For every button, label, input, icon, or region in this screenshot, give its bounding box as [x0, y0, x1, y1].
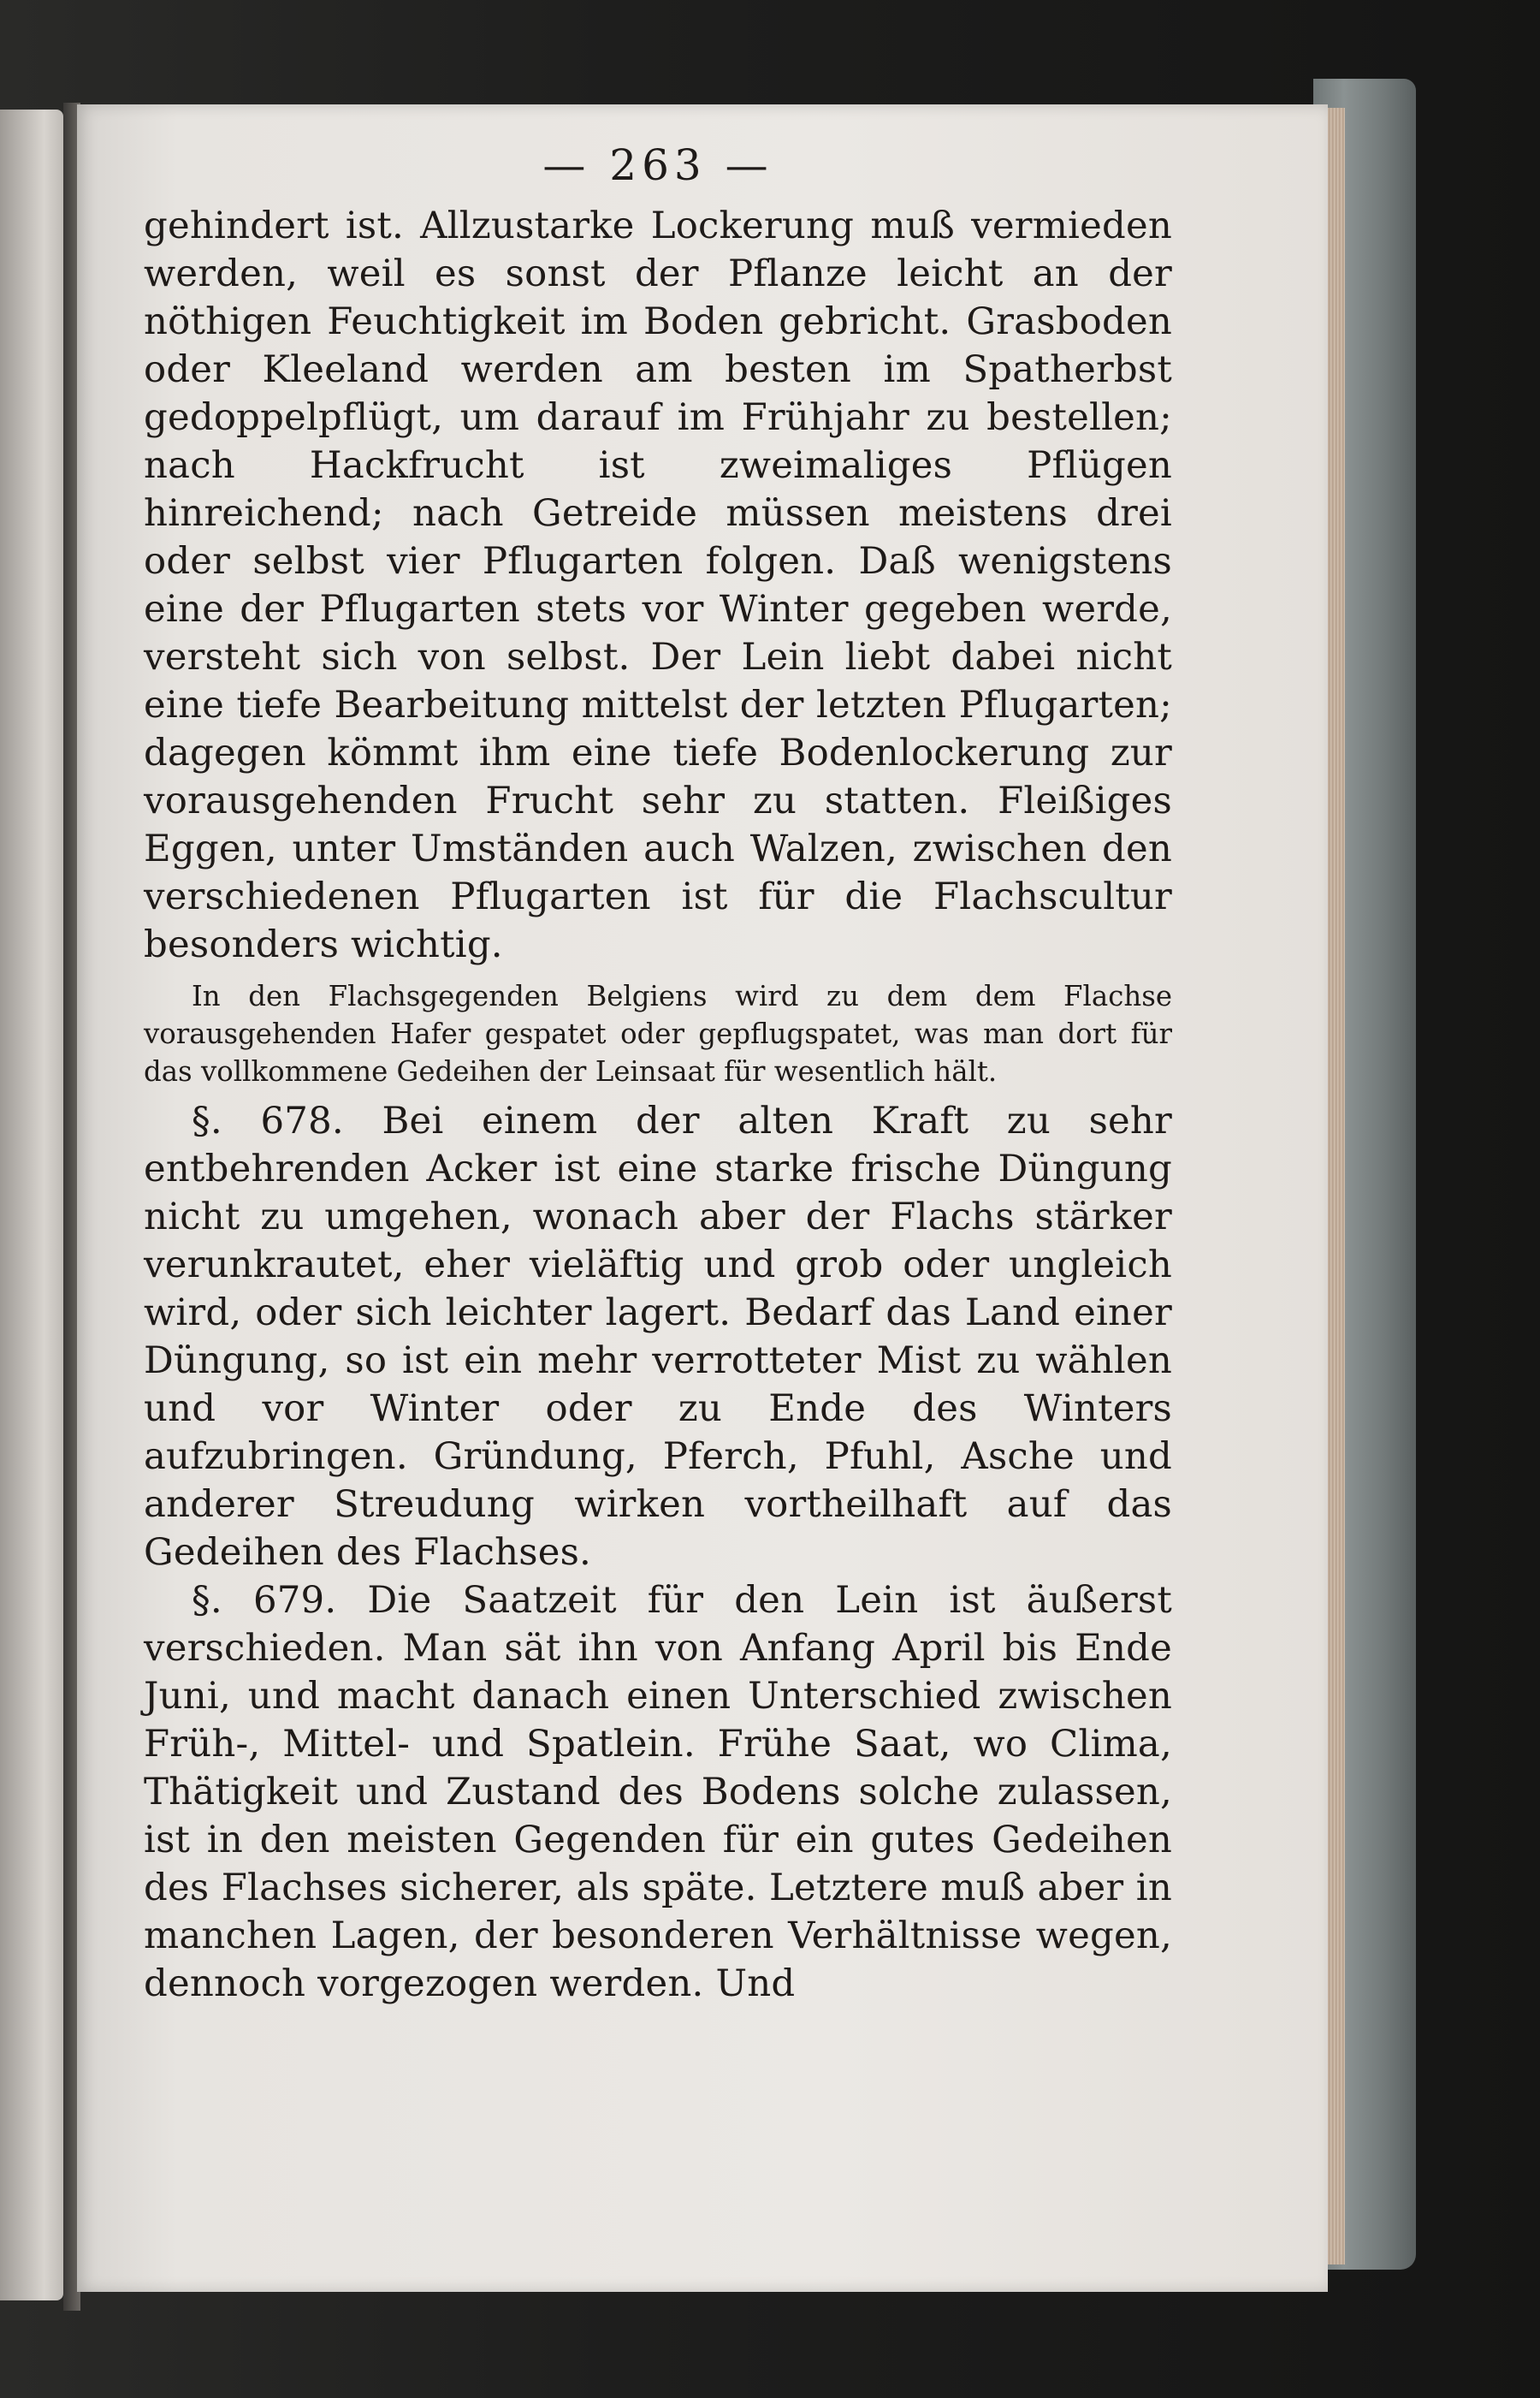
body-text — [144, 202, 1172, 969]
paragraph-679: §. 679. Die Saatzeit für den Lein ist äußerst verschieden. Man sät ihn von Anfang April bis Ende Juni, und macht danach einen Unterschied zwischen Früh-, Mittel- und Spatlein. Frühe Saat, wo Clima, Thätigkeit und Zustand des Bodens solche zulassen, ist in den meisten Gegenden für ein gutes Gedeihen des Flachses sicherer, als späte. Letztere muß aber in manchen Lagen, der besonderen Verhältnisse wegen, dennoch vorgezogen werden. Und — [144, 1579, 1172, 2005]
footnote-text: In den Flachsgegenden Belgiens wird zu dem dem Flachse vorausgehenden Hafer gespatet oder gepflugspatet, was man dort für das vollkommene Gedeihen der Leinsaat für wesentlich hält. — [144, 980, 1172, 1088]
page-content — [144, 128, 1172, 2008]
section-679 — [144, 1576, 1172, 2008]
page-number: — 263 — — [542, 140, 773, 190]
section-678 — [144, 1097, 1172, 1576]
left-page-edge — [0, 110, 63, 2300]
paragraph-678: §. 678. Bei einem der alten Kraft zu sehr entbehrenden Acker ist eine starke frische Düngung nicht zu umgehen, wonach aber der Flachs stärker verunkrautet, eher vieläftig und grob oder ungleich wird, oder sich leichter lagert. Bedarf das Land einer Düngung, so ist ein mehr verrotteter Mist zu wählen und vor Winter oder zu Ende des Winters aufzubringen. Gründung, Pferch, Pfuhl, Asche und anderer Streudung wirken vortheilhaft auf das Gedeihen des Flachses. — [144, 1100, 1172, 1574]
footnote — [144, 977, 1172, 1090]
paragraph-continuation: gehindert ist. Allzustarke Lockerung muß vermieden werden, weil es sonst der Pflanze leicht an der nöthigen Feuchtigkeit im Boden gebricht. Grasboden oder Kleeland werden am besten im Spatherbst gedoppelpflügt, um darauf im Frühjahr zu bestellen; nach Hackfrucht ist zweimaliges Pflügen hinreichend; nach Getreide müssen meistens drei oder selbst vier Pflugarten folgen. Daß wenigstens eine der Pflugarten stets vor Winter gegeben werde, versteht sich von selbst. Der Lein liebt dabei nicht eine tiefe Bearbeitung mittelst der letzten Pflugarten; dagegen kömmt ihm eine tiefe Bodenlockerung zur vorausgehenden Frucht sehr zu statten. Fleißiges Eggen, unter Umständen auch Walzen, zwischen den verschiedenen Pflugarten ist für die Flachscultur besonders wichtig. — [144, 205, 1172, 966]
